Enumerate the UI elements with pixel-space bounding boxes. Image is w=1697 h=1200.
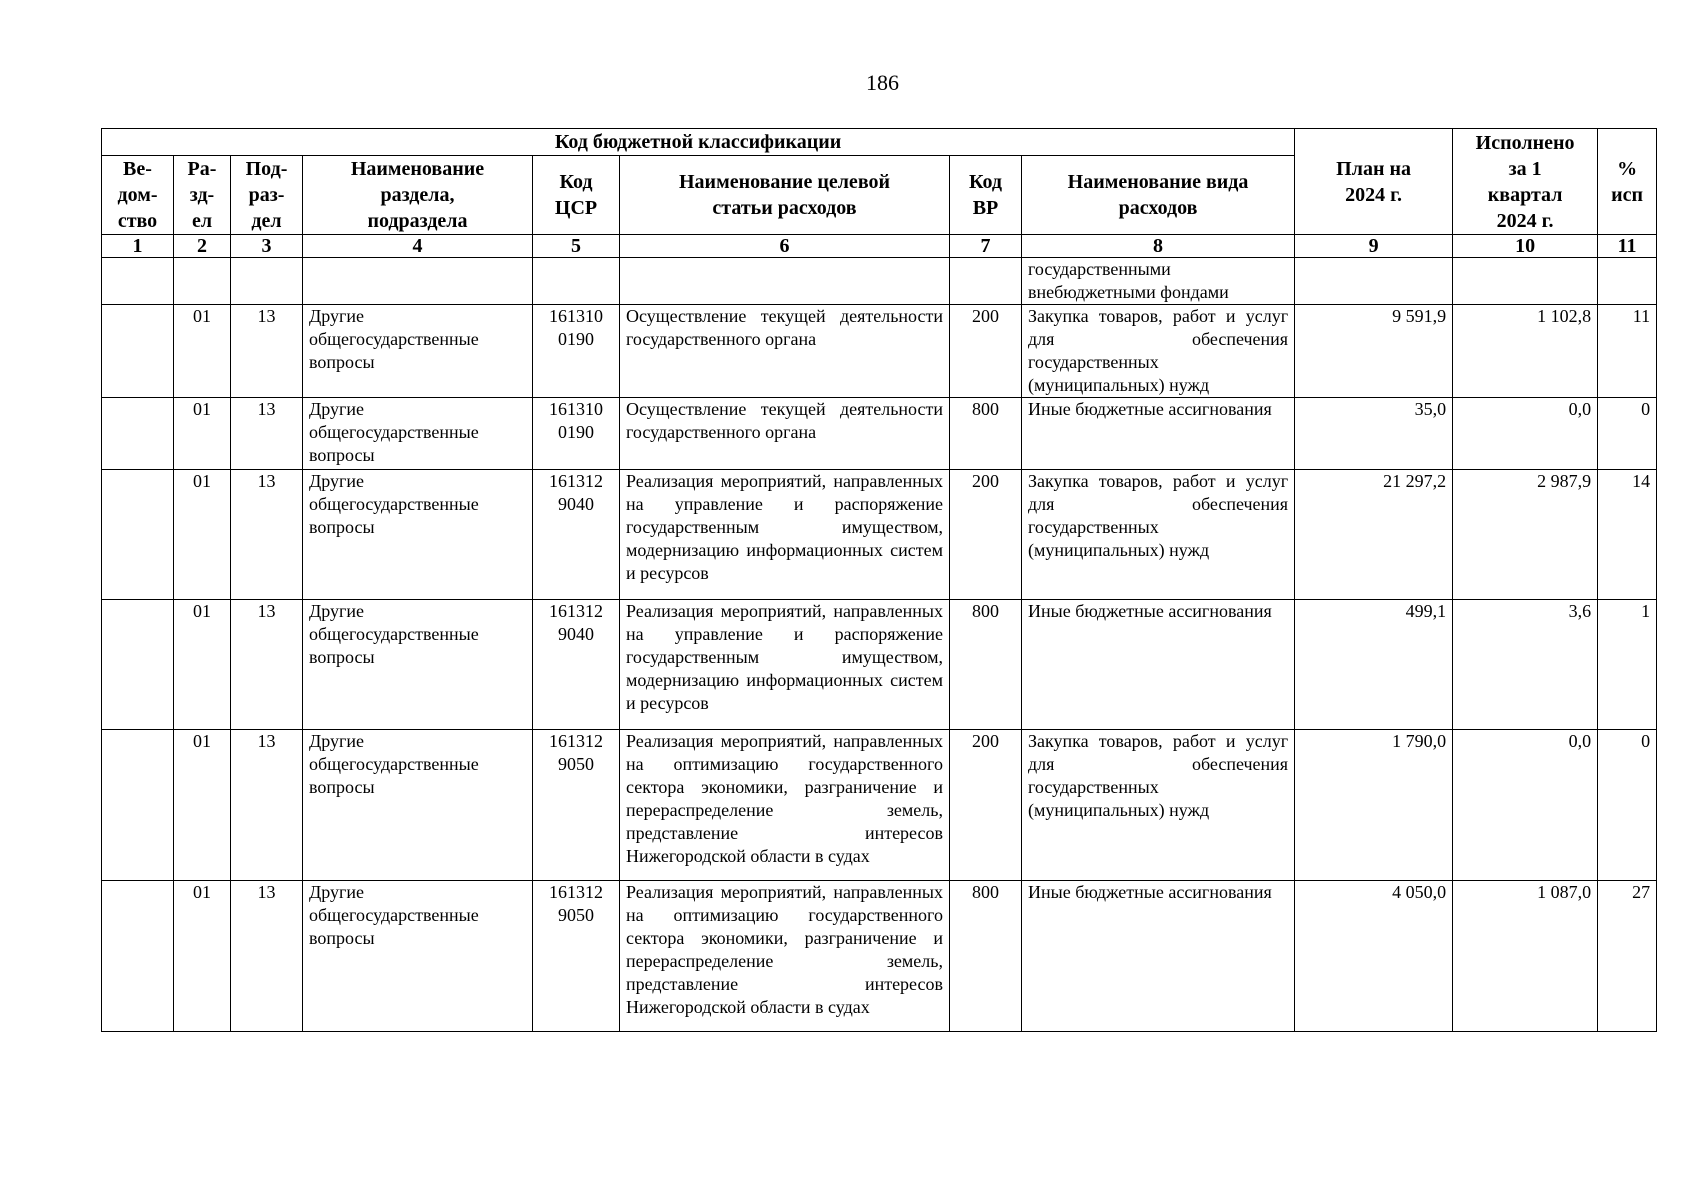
col-number: 3 (231, 235, 303, 258)
row-podrazdel: 13 (231, 600, 303, 730)
row-executed-q1: 1 102,8 (1453, 305, 1598, 398)
row-percent-executed: 0 (1598, 398, 1657, 470)
row-section-name: Другие общегосударственные вопросы (303, 600, 533, 730)
continuation-text: государственными внебюджетными фондами (1022, 258, 1295, 305)
col-header-9: План на 2024 г. (1295, 129, 1453, 235)
row-percent-executed: 27 (1598, 881, 1657, 1032)
col-number: 1 (102, 235, 174, 258)
table-row (102, 881, 1657, 1032)
col-header-7: Код ВР (950, 156, 1022, 235)
row-ved (102, 600, 174, 730)
col-header-11: % исп (1598, 129, 1657, 235)
budget-table (101, 128, 1657, 1032)
continuation-row (102, 258, 1657, 305)
row-plan-2024: 1 790,0 (1295, 730, 1453, 881)
col-number: 4 (303, 235, 533, 258)
row-csr-code: 161312 9050 (533, 730, 620, 881)
row-csr-code: 161310 0190 (533, 398, 620, 470)
row-csr-code: 161312 9040 (533, 600, 620, 730)
col-header-10: Исполнено за 1 квартал 2024 г. (1453, 129, 1598, 235)
row-percent-executed: 11 (1598, 305, 1657, 398)
col-number: 8 (1022, 235, 1295, 258)
col-number: 5 (533, 235, 620, 258)
row-section-name: Другие общегосударственные вопросы (303, 470, 533, 600)
row-razdel: 01 (174, 398, 231, 470)
row-ved (102, 730, 174, 881)
row-section-name: Другие общегосударственные вопросы (303, 881, 533, 1032)
col-number: 6 (620, 235, 950, 258)
row-target-article: Осуществление текущей деятельности государственного органа (620, 398, 950, 470)
row-plan-2024: 499,1 (1295, 600, 1453, 730)
row-expense-kind: Закупка товаров, работ и услуг для обеспечения государственных (муниципальных) нужд (1022, 470, 1295, 600)
row-vr-code: 800 (950, 881, 1022, 1032)
row-plan-2024: 35,0 (1295, 398, 1453, 470)
row-podrazdel: 13 (231, 470, 303, 600)
row-csr-code: 161310 0190 (533, 305, 620, 398)
row-target-article: Реализация мероприятий, направленных на управление и распоряжение государственным имуществом, модернизацию информационных систем и ресурсов (620, 470, 950, 600)
row-target-article: Реализация мероприятий, направленных на оптимизацию государственного сектора экономики, разграничение и перераспределение земель, представление интересов Нижегородской области в судах (620, 730, 950, 881)
row-section-name: Другие общегосударственные вопросы (303, 730, 533, 881)
row-razdel: 01 (174, 470, 231, 600)
row-ved (102, 881, 174, 1032)
row-vr-code: 200 (950, 305, 1022, 398)
row-expense-kind: Закупка товаров, работ и услуг для обеспечения государственных (муниципальных) нужд (1022, 730, 1295, 881)
row-executed-q1: 2 987,9 (1453, 470, 1598, 600)
row-executed-q1: 3,6 (1453, 600, 1598, 730)
row-podrazdel: 13 (231, 398, 303, 470)
table-row (102, 398, 1657, 470)
row-percent-executed: 1 (1598, 600, 1657, 730)
col-header-3: Под- раз- дел (231, 156, 303, 235)
table-row (102, 730, 1657, 881)
row-executed-q1: 1 087,0 (1453, 881, 1598, 1032)
row-csr-code: 161312 9050 (533, 881, 620, 1032)
row-target-article: Реализация мероприятий, направленных на оптимизацию государственного сектора экономики, разграничение и перераспределение земель, представление интересов Нижегородской области в судах (620, 881, 950, 1032)
col-header-8: Наименование вида расходов (1022, 156, 1295, 235)
col-number: 7 (950, 235, 1022, 258)
table-row (102, 470, 1657, 600)
row-podrazdel: 13 (231, 730, 303, 881)
row-plan-2024: 4 050,0 (1295, 881, 1453, 1032)
row-executed-q1: 0,0 (1453, 730, 1598, 881)
col-header-2: Ра- зд- ел (174, 156, 231, 235)
row-razdel: 01 (174, 881, 231, 1032)
row-csr-code: 161312 9040 (533, 470, 620, 600)
col-header-5: Код ЦСР (533, 156, 620, 235)
col-number: 11 (1598, 235, 1657, 258)
row-vr-code: 800 (950, 398, 1022, 470)
col-number: 10 (1453, 235, 1598, 258)
row-percent-executed: 0 (1598, 730, 1657, 881)
row-executed-q1: 0,0 (1453, 398, 1598, 470)
row-ved (102, 470, 174, 600)
row-expense-kind: Иные бюджетные ассигнования (1022, 398, 1295, 470)
row-razdel: 01 (174, 600, 231, 730)
table-row (102, 305, 1657, 398)
row-target-article: Реализация мероприятий, направленных на управление и распоряжение государственным имуществом, модернизацию информационных систем и ресурсов (620, 600, 950, 730)
row-vr-code: 200 (950, 470, 1022, 600)
row-section-name: Другие общегосударственные вопросы (303, 305, 533, 398)
header-group-row (102, 129, 1657, 156)
table-row (102, 600, 1657, 730)
row-razdel: 01 (174, 305, 231, 398)
row-expense-kind: Иные бюджетные ассигнования (1022, 881, 1295, 1032)
col-header-1: Ве- дом- ство (102, 156, 174, 235)
row-expense-kind: Закупка товаров, работ и услуг для обеспечения государственных (муниципальных) нужд (1022, 305, 1295, 398)
budget-classification-header: Код бюджетной классификации (102, 129, 1295, 156)
row-expense-kind: Иные бюджетные ассигнования (1022, 600, 1295, 730)
row-podrazdel: 13 (231, 881, 303, 1032)
row-vr-code: 800 (950, 600, 1022, 730)
row-section-name: Другие общегосударственные вопросы (303, 398, 533, 470)
page-number: 186 (866, 70, 899, 95)
row-ved (102, 398, 174, 470)
column-number-row (102, 235, 1657, 258)
col-number: 2 (174, 235, 231, 258)
col-header-4: Наименование раздела, подраздела (303, 156, 533, 235)
col-number: 9 (1295, 235, 1453, 258)
row-podrazdel: 13 (231, 305, 303, 398)
row-ved (102, 305, 174, 398)
row-vr-code: 200 (950, 730, 1022, 881)
col-header-6: Наименование целевой статьи расходов (620, 156, 950, 235)
row-plan-2024: 21 297,2 (1295, 470, 1453, 600)
row-percent-executed: 14 (1598, 470, 1657, 600)
row-plan-2024: 9 591,9 (1295, 305, 1453, 398)
row-razdel: 01 (174, 730, 231, 881)
row-target-article: Осуществление текущей деятельности государственного органа (620, 305, 950, 398)
